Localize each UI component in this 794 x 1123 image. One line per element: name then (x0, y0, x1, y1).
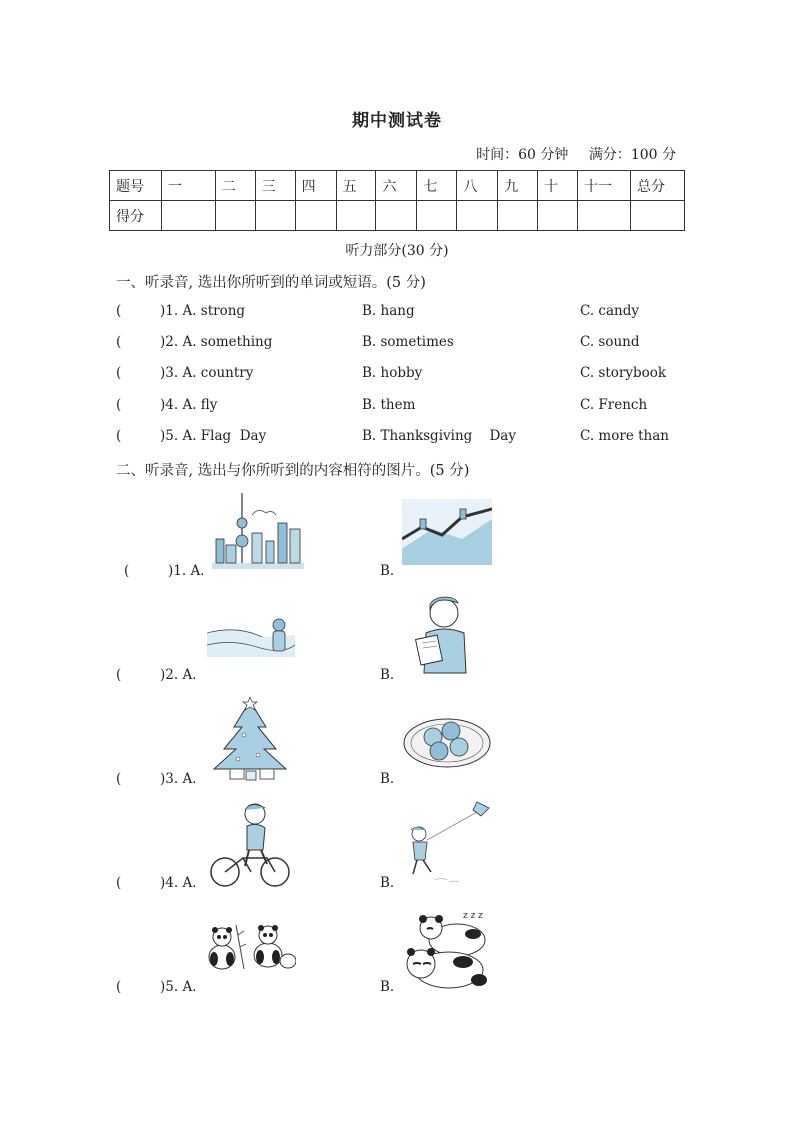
answer-blank[interactable]: ( (116, 303, 122, 319)
pandas-eating-bamboo-image[interactable] (204, 921, 296, 973)
score-input-cell[interactable] (538, 201, 578, 231)
option-b: B. hobby (362, 365, 423, 381)
score-input-cell[interactable] (295, 201, 336, 231)
score-table-score-row (110, 201, 685, 231)
exam-meta (460, 144, 676, 164)
table-cell: 题号 (110, 171, 162, 201)
boy-riding-bike-image[interactable] (207, 800, 291, 890)
time-limit: 时间：60 分钟 (476, 147, 569, 163)
svg-text:z z z: z z z (463, 911, 483, 921)
answer-blank[interactable]: ( (116, 667, 122, 683)
city-skyline-image[interactable] (212, 493, 304, 573)
option-c: C. candy (580, 303, 640, 319)
answer-blank[interactable]: ( (116, 428, 122, 444)
answer-blank[interactable]: ( (116, 979, 122, 995)
score-input-cell[interactable] (417, 201, 457, 231)
score-table (109, 170, 685, 231)
score-input-cell[interactable] (630, 201, 684, 231)
table-cell: 总分 (630, 171, 684, 201)
option-b-label: B. (380, 979, 395, 995)
table-cell: 十 (538, 171, 578, 201)
option-a-label: )5. A. (160, 979, 197, 995)
answer-blank[interactable]: ( (116, 334, 122, 350)
option-a-label: )1. A. (168, 563, 205, 579)
table-cell: 十一 (578, 171, 631, 201)
option-b: B. hang (362, 303, 415, 319)
page-title: 期中测试卷 (352, 111, 442, 131)
table-cell: 三 (255, 171, 295, 201)
option-c: C. storybook (580, 365, 667, 381)
table-cell: 一 (161, 171, 215, 201)
option-b: B. Thanksgiving Day (362, 428, 516, 444)
full-score: 满分：100 分 (588, 147, 676, 163)
score-input-cell[interactable] (336, 201, 376, 231)
table-cell: 六 (376, 171, 417, 201)
table-cell: 九 (498, 171, 538, 201)
table-cell: 二 (215, 171, 255, 201)
table-cell: 得分 (110, 201, 162, 231)
option-a: )3. A. country (160, 365, 254, 381)
option-b-label: B. (380, 563, 395, 579)
option-a: )2. A. something (160, 334, 273, 350)
score-input-cell[interactable] (498, 201, 538, 231)
question-row (116, 397, 696, 417)
option-c: C. sound (580, 334, 640, 350)
listening-part-title: 听力部分(30 分) (345, 243, 449, 259)
score-input-cell[interactable] (215, 201, 255, 231)
boy-reading-image[interactable] (414, 593, 472, 677)
option-c: C. French (580, 397, 648, 413)
option-b-label: B. (380, 667, 395, 683)
pandas-sleeping-image[interactable] (403, 904, 493, 992)
answer-blank[interactable]: ( (116, 365, 122, 381)
option-a-label: )4. A. (160, 875, 197, 891)
table-cell: 四 (295, 171, 336, 201)
section2-title: 二、听录音, 选出与你所听到的内容相符的图片。(5 分) (116, 463, 470, 479)
score-input-cell[interactable] (255, 201, 295, 231)
option-a-label: )2. A. (160, 667, 197, 683)
great-wall-image[interactable] (402, 499, 492, 565)
question-row (116, 365, 696, 385)
boy-flying-kite-image[interactable] (405, 800, 491, 886)
score-input-cell[interactable] (457, 201, 498, 231)
answer-blank[interactable]: ( (116, 397, 122, 413)
section1-title: 一、听录音, 选出你所听到的单词或短语。(5 分) (116, 275, 426, 291)
mooncakes-image[interactable] (403, 711, 491, 769)
option-a: )4. A. fly (160, 397, 218, 413)
answer-blank[interactable]: ( (116, 875, 122, 891)
score-table-header-row (110, 171, 685, 201)
score-input-cell[interactable] (578, 201, 631, 231)
question-row (116, 303, 696, 323)
table-cell: 五 (336, 171, 376, 201)
score-input-cell[interactable] (161, 201, 215, 231)
option-b-label: B. (380, 875, 395, 891)
option-a-label: )3. A. (160, 771, 197, 787)
christmas-tree-image[interactable] (210, 697, 290, 783)
question-row (116, 428, 696, 448)
option-b: B. sometimes (362, 334, 454, 350)
table-cell: 八 (457, 171, 498, 201)
score-input-cell[interactable] (376, 201, 417, 231)
option-b: B. them (362, 397, 416, 413)
option-b-label: B. (380, 771, 395, 787)
answer-blank[interactable]: ( (124, 563, 130, 579)
person-by-river-image[interactable] (207, 615, 295, 657)
option-a: )5. A. Flag Day (160, 428, 267, 444)
option-c: C. more than (580, 428, 669, 444)
option-a: )1. A. strong (160, 303, 246, 319)
question-row (116, 334, 696, 354)
table-cell: 七 (417, 171, 457, 201)
answer-blank[interactable]: ( (116, 771, 122, 787)
